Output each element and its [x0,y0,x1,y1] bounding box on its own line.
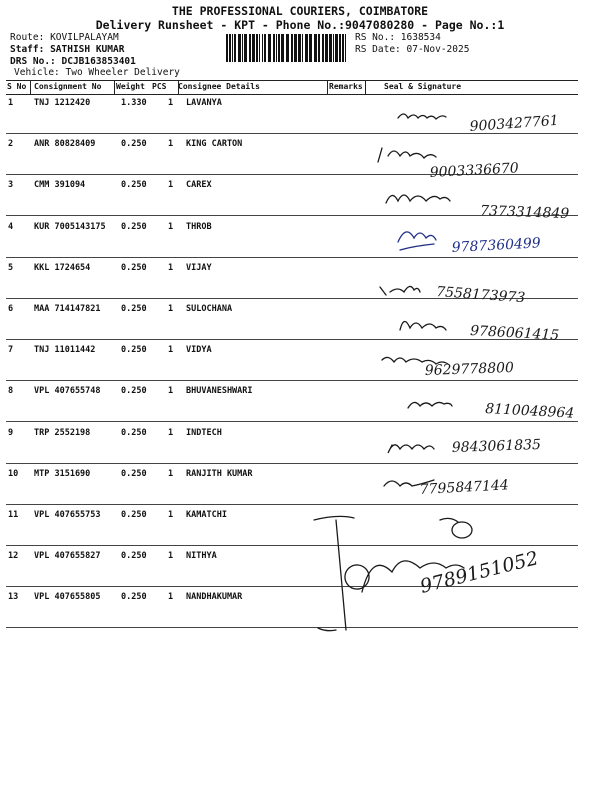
table-row-divider [6,463,578,464]
row-consignment-no: TNJ 1212420 [34,98,91,108]
barcode-bar [329,34,332,62]
row-consignment-no: KKL 1724654 [34,262,91,273]
rs-date-label: RS Date: [355,44,401,55]
column-header-pcs: PCS [152,82,167,91]
runsheet-company-title: THE PROFESSIONAL COURIERS, COIMBATORE [171,4,429,18]
handwritten-phone: 8110048964 [484,401,575,422]
row-sno: 10 [8,468,19,479]
barcode-bar [345,34,346,62]
barcode-bar [342,34,344,62]
table-header-border [6,94,578,95]
signature-scribble [382,357,448,364]
barcode-bar [232,34,233,62]
barcode-bar [294,34,297,62]
staff-line [10,44,124,55]
row-weight: 0.250 [121,551,147,562]
row-pcs: 1 [168,139,174,150]
barcode-bar [242,34,243,62]
barcode-bar [302,34,303,62]
row-consignee: THROB [186,221,212,232]
handwritten-phone: 9629778800 [424,359,515,379]
barcode-bar [322,34,324,62]
table-row-divider [6,298,578,299]
drs-label: DRS No.: [10,56,56,67]
handwritten-phone: 9003427761 [469,112,560,135]
barcode-bar [273,34,275,62]
row-weight: 0.250 [121,304,147,314]
signature-scribble [384,480,434,486]
row-sno: 7 [8,345,14,356]
barcode-bar [286,34,289,62]
row-consignee: VIJAY [186,262,212,273]
column-header-sno: S No [7,82,27,91]
barcode-bar [268,34,271,62]
column-header-seal: Seal & Signature [384,82,462,91]
barcode-bar [318,34,320,62]
row-sno: 6 [8,304,14,314]
rs-no-label: RS No.: [355,32,396,43]
row-weight: 0.250 [121,262,147,273]
row-weight: 0.250 [121,427,147,438]
barcode-bar [226,34,228,62]
barcode-bar [278,34,280,62]
row-consignee: KING CARTON [186,139,243,150]
route-value: KOVILPALAYAM [50,32,119,43]
barcode-bar [339,34,341,62]
row-sno: 12 [8,551,19,562]
row-consignment-no: MAA 714147821 [34,304,101,314]
row-consignment-no: VPL 407655805 [34,592,101,603]
row-consignee: BHUVANESHWARI [186,386,253,397]
row-consignee: INDTECH [186,427,222,438]
barcode-icon [226,34,350,62]
barcode-bar [314,34,317,62]
row-pcs: 1 [168,468,174,479]
row-consignee: SULOCHANA [186,304,233,314]
row-pcs: 1 [168,510,174,520]
route-label: Route: [10,32,45,43]
signature-scribble [314,516,354,630]
table-top-border [6,80,578,81]
signature-scribble [378,148,436,162]
row-pcs: 1 [168,98,174,108]
table-row-divider [6,133,578,134]
row-sno: 1 [8,98,14,108]
row-sno: 5 [8,262,14,273]
signature-scribble [452,522,472,538]
row-sno: 3 [8,180,14,191]
row-weight: 0.250 [121,386,147,397]
row-consignee: LAVANYA [186,98,222,108]
row-weight: 1.330 [121,98,147,108]
row-consignee: KAMATCHI [186,510,227,520]
row-pcs: 1 [168,592,174,603]
drs-line [10,56,136,67]
table-row-divider [6,257,578,258]
handwritten-phone: 9786061415 [469,323,560,344]
row-consignment-no: MTP 3151690 [34,468,91,479]
row-weight: 0.250 [121,345,147,356]
runsheet-subtitle: Delivery Runsheet - KPT - Phone No.:9047080280 - Page No.:1 [95,18,505,32]
barcode-bar [298,34,301,62]
barcode-bar [305,34,308,62]
row-pcs: 1 [168,262,174,273]
staff-label: Staff: [10,44,45,55]
row-weight: 0.250 [121,510,147,520]
barcode-bar [264,34,266,62]
row-consignment-no: CMM 391094 [34,180,86,191]
row-sno: 8 [8,386,14,397]
handwritten-phone: 7558173973 [435,284,526,307]
row-consignment-no: VPL 407655753 [34,510,101,520]
table-row-divider [6,421,578,422]
column-header-weight: Weight [116,82,145,91]
row-sno: 9 [8,427,14,438]
handwritten-phone: 7795847144 [419,477,510,498]
row-pcs: 1 [168,427,174,438]
row-pcs: 1 [168,551,174,562]
row-consignee: CAREX [186,180,212,191]
handwritten-phone: 9843061835 [451,436,542,456]
row-sno: 4 [8,221,14,232]
row-weight: 0.250 [121,139,147,150]
signature-scribble [388,445,434,453]
barcode-bar [291,34,293,62]
vehicle-value: Two Wheeler Delivery [65,67,180,78]
row-sno: 11 [8,510,19,520]
signature-scribble [386,195,450,203]
barcode-bar [281,34,284,62]
rs-date-line [355,44,469,55]
row-consignment-no: TNJ 11011442 [34,345,96,356]
table-row-divider [6,215,578,216]
staff-value: SATHISH KUMAR [50,44,125,55]
row-consignment-no: TRP 2552198 [34,427,91,438]
vehicle-label: Vehicle: [14,67,60,78]
row-pcs: 1 [168,180,174,191]
signature-scribble [398,114,446,119]
row-consignment-no: VPL 407655748 [34,386,101,397]
row-weight: 0.250 [121,180,147,191]
column-divider [327,80,328,94]
column-header-remarks: Remarks [329,82,363,91]
row-consignee: NANDHAKUMAR [186,592,243,603]
barcode-bar [229,34,231,62]
row-weight: 0.250 [121,221,147,232]
row-weight: 0.250 [121,468,147,479]
column-divider [30,80,31,94]
signature-scribble [345,518,464,592]
row-pcs: 1 [168,345,174,356]
barcode-bar [325,34,328,62]
barcode-bar [256,34,258,62]
rs-no-value: 1638534 [400,32,441,43]
barcode-bar [309,34,312,62]
table-row-divider [6,504,578,505]
barcode-bar [234,34,236,62]
handwritten-phone: 9787360499 [451,235,542,256]
table-row-divider [6,627,578,628]
barcode-bar [252,34,255,62]
row-consignment-no: ANR 80828409 [34,139,96,150]
table-row-divider [6,586,578,587]
signature-scribble [380,286,420,295]
handwritten-phone: 9003336670 [429,160,520,181]
row-consignment-no: VPL 407655827 [34,551,101,562]
handwritten-phone: 9789151052 [417,547,541,598]
barcode-bar [244,34,247,62]
column-header-consignment: Consignment No [34,82,102,91]
route-line [10,32,119,43]
signature-scribble [398,232,436,250]
column-header-consignee: Consignee Details [178,82,260,91]
row-weight: 0.250 [121,592,147,603]
column-divider [365,80,366,94]
row-consignee: VIDYA [186,345,212,356]
rs-date-value: 07-Nov-2025 [406,44,470,55]
table-row-divider [6,339,578,340]
row-consignment-no: KUR 7005143175 [34,221,106,232]
barcode-bar [333,34,334,62]
vehicle-line [14,67,180,78]
column-divider [114,80,115,94]
rs-no-line [355,32,441,43]
table-row-divider [6,545,578,546]
barcode-bar [276,34,277,62]
row-pcs: 1 [168,221,174,232]
barcode-bar [262,34,263,62]
handwritten-phone: 7373314849 [479,203,570,223]
row-sno: 13 [8,592,19,603]
row-pcs: 1 [168,304,174,314]
barcode-bar [259,34,260,62]
signature-scribble [400,321,446,330]
signature-scribble [408,402,452,408]
barcode-bar [238,34,241,62]
row-consignee: NITHYA [186,551,217,562]
row-consignee: RANJITH KUMAR [186,468,253,479]
drs-value: DCJB163853401 [61,56,136,67]
row-pcs: 1 [168,386,174,397]
barcode-bar [249,34,251,62]
table-row-divider [6,380,578,381]
row-sno: 2 [8,139,14,150]
barcode-bar [335,34,338,62]
table-row-divider [6,174,578,175]
